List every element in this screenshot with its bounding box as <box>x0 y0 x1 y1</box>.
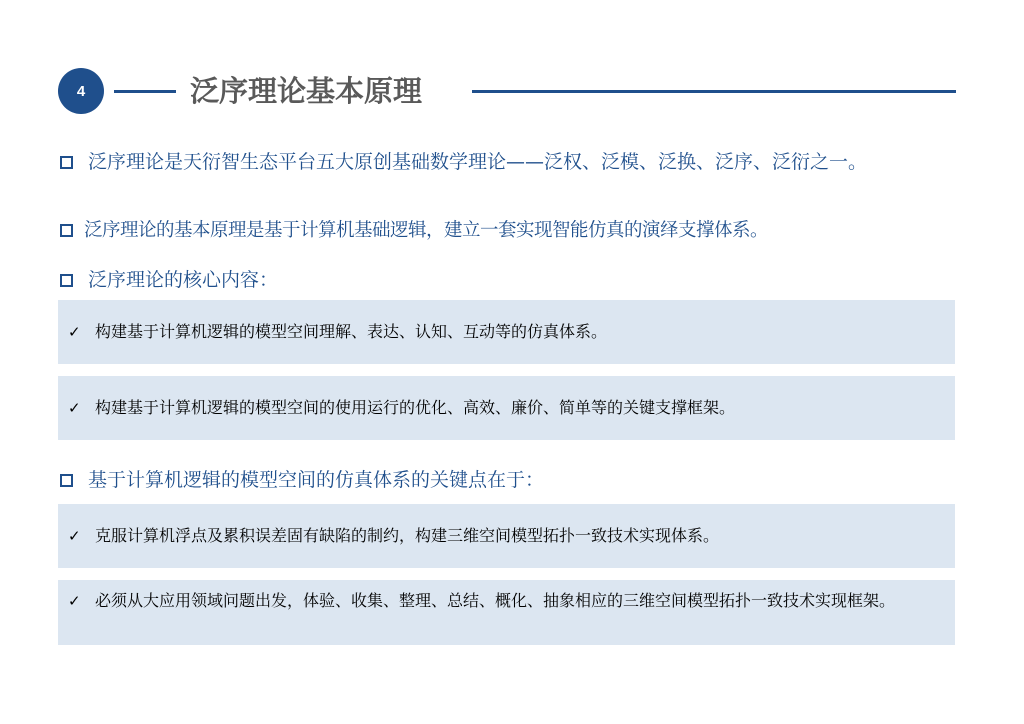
bullet-item <box>60 218 960 243</box>
core-item-box <box>58 300 955 364</box>
section-number-badge: 4 <box>58 68 104 114</box>
bullet-item <box>60 268 950 293</box>
bullet-item <box>60 468 950 493</box>
bullet-text: 泛序理论的核心内容： <box>88 269 279 291</box>
header-divider-short <box>114 90 176 93</box>
square-bullet-icon <box>60 156 73 169</box>
bullet-text: 基于计算机逻辑的模型空间的仿真体系的关键点在于： <box>88 469 545 491</box>
square-bullet-icon <box>60 474 73 487</box>
core-item-text: 构建基于计算机逻辑的模型空间的使用运行的优化、高效、廉价、简单等的关键支撑框架。 <box>95 398 736 417</box>
bullet-text: 泛序理论的基本原理是基于计算机基础逻辑，建立一套实现智能仿真的演绎支撑体系。 <box>84 220 769 241</box>
square-bullet-icon <box>60 274 73 287</box>
checkmark-icon: ✓ <box>68 323 81 341</box>
core-item-text: 构建基于计算机逻辑的模型空间理解、表达、认知、互动等的仿真体系。 <box>95 322 608 341</box>
key-item-box <box>58 504 955 568</box>
page-title: 泛序理论基本原理 <box>190 74 423 108</box>
checkmark-icon: ✓ <box>68 592 81 610</box>
bullet-text: 泛序理论是天衍智生态平台五大原创基础数学理论——泛权、泛模、泛换、泛序、泛衍之一。 <box>88 151 868 173</box>
checkmark-icon: ✓ <box>68 527 81 545</box>
checkmark-icon: ✓ <box>68 399 81 417</box>
key-item-text: 必须从大应用领域问题出发，体验、收集、整理、总结、概化、抽象相应的三维空间模型拓扑一致技术实现框架。 <box>95 591 896 610</box>
bullet-item <box>60 150 950 175</box>
square-bullet-icon <box>60 224 73 237</box>
key-item-text: 克服计算机浮点及累积误差固有缺陷的制约，构建三维空间模型拓扑一致技术实现体系。 <box>95 526 720 545</box>
header-divider-long <box>472 90 956 93</box>
section-header <box>58 68 958 116</box>
core-item-box <box>58 376 955 440</box>
key-item-box <box>58 580 955 645</box>
